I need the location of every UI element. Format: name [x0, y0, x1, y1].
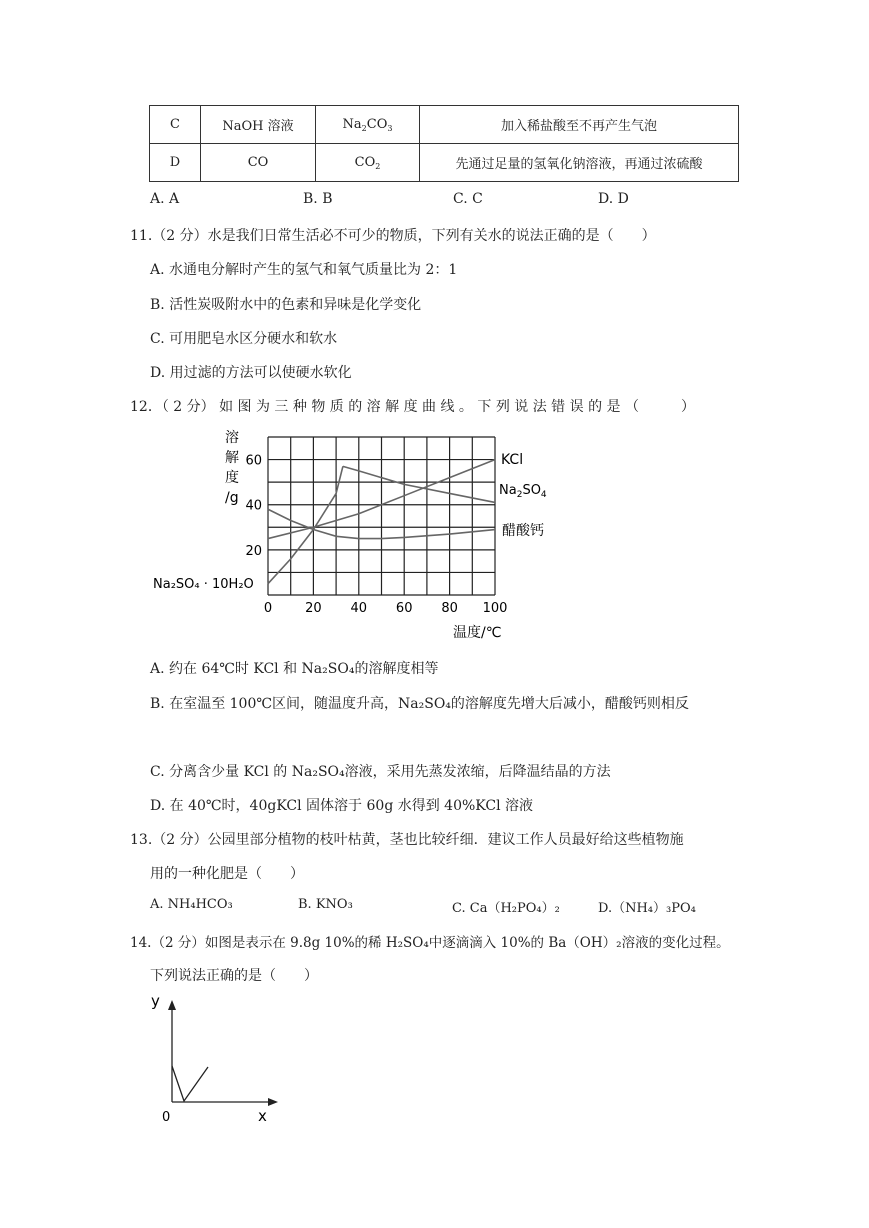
- x-axis-label: 温度/℃: [453, 625, 502, 641]
- y-tick-label: 60: [245, 453, 262, 469]
- q12-option-c[interactable]: C. 分离含少量 KCl 的 Na₂SO₄溶液，采用先蒸发浓缩，后降温结晶的方法: [150, 764, 611, 780]
- q11-stem: 11.（2 分）水是我们日常生活必不可少的物质，下列有关水的说法正确的是（ ）: [130, 228, 656, 244]
- ylabel-char-2: 解: [225, 450, 239, 466]
- q13-stem-continued: 用的一种化肥是（ ）: [150, 866, 304, 882]
- choice-d[interactable]: D. D: [598, 191, 629, 207]
- q11-option-d[interactable]: D. 用过滤的方法可以使硬水软化: [150, 365, 352, 381]
- q13-option-a[interactable]: A. NH₄HCO₃: [150, 897, 233, 912]
- ylabel-char-4: /g: [225, 490, 239, 506]
- q12-option-b[interactable]: B. 在室温至 100℃区间，随温度升高，Na₂SO₄的溶解度先增大后减小，醋酸钙则相反: [150, 696, 689, 712]
- calcium-acetate-label: 醋酸钙: [502, 523, 544, 539]
- table-row: [150, 106, 739, 144]
- y-axis-label: [225, 429, 239, 506]
- hydrate-label: Na₂SO₄ · 10H₂O: [153, 577, 254, 592]
- q12-option-d[interactable]: D. 在 40℃时，40gKCl 固体溶于 60g 水得到 40%KCl 溶液: [150, 798, 534, 814]
- q14-x-label: x: [258, 1107, 267, 1125]
- options-table: [149, 105, 739, 182]
- substance-cell: CO: [201, 144, 316, 182]
- row-label: D: [150, 144, 201, 182]
- x-tick-label: 60: [395, 601, 413, 616]
- q14-stem-continued: 下列说法正确的是（ ）: [150, 968, 318, 984]
- method-cell: 加入稀盐酸至不再产生气泡: [420, 106, 739, 144]
- series-line-3: [268, 466, 343, 583]
- q14-y-label: y: [151, 992, 160, 1010]
- x-tick-label: 0: [263, 601, 273, 616]
- solubility-chart: [145, 425, 565, 645]
- table-row: [150, 144, 739, 182]
- x-tick-label: 20: [305, 601, 322, 616]
- q13-option-c[interactable]: C. Ca（H₂PO₄）₂: [452, 901, 560, 916]
- row-label: C: [150, 106, 201, 144]
- y-tick-label: 20: [245, 543, 262, 559]
- method-cell: 先通过足量的氢氧化钠溶液，再通过浓硫酸: [420, 144, 739, 182]
- choice-c[interactable]: C. C: [453, 191, 483, 207]
- na2so4-label: $Na_2SO_4$: [499, 483, 547, 500]
- q14-graph: [145, 990, 285, 1130]
- substance-cell: NaOH 溶液: [201, 106, 316, 144]
- choice-a[interactable]: A. A: [150, 191, 180, 207]
- q14-origin-label: 0: [162, 1110, 171, 1125]
- q12-option-a[interactable]: A. 约在 64℃时 KCl 和 Na₂SO₄的溶解度相等: [150, 661, 439, 677]
- q14-y-arrow: [168, 1000, 176, 1010]
- q11-option-a[interactable]: A. 水通电分解时产生的氢气和氧气质量比为 2：1: [150, 262, 458, 278]
- q11-option-b[interactable]: B. 活性炭吸附水中的色素和异味是化学变化: [150, 297, 422, 313]
- ylabel-char-3: 度: [225, 470, 239, 486]
- q13-option-b[interactable]: B. KNO₃: [298, 897, 353, 912]
- q14-stem: 14.（2 分）如图是表示在 9.8g 10%的稀 H₂SO₄中逐滴滴入 10%的 Ba（OH）₂溶液的变化过程。: [130, 935, 730, 951]
- kcl-label: KCl: [501, 452, 524, 468]
- choice-b[interactable]: B. B: [303, 191, 333, 207]
- impurity-cell: $CO_2$: [316, 144, 420, 182]
- x-tick-label: 100: [482, 601, 508, 616]
- chart-grid: [268, 437, 495, 595]
- impurity-cell: $Na_2CO_3$: [316, 106, 420, 144]
- q13-stem: 13.（2 分）公园里部分植物的枝叶枯黄，茎也比较纤细．建议工作人员最好给这些植物施: [130, 832, 684, 848]
- q14-curve: [172, 1066, 208, 1101]
- x-tick-label: 40: [350, 601, 368, 616]
- q13-option-d[interactable]: D.（NH₄）₃PO₄: [598, 901, 696, 916]
- ylabel-char-1: 溶: [225, 430, 239, 446]
- q12-stem: 12．（ 2 分） 如 图 为 三 种 物 质 的 溶 解 度 曲 线 。 下 列 说 法 错 误 的 是 （ ）: [130, 399, 695, 415]
- y-tick-label: 40: [245, 498, 262, 514]
- q11-option-c[interactable]: C. 可用肥皂水区分硬水和软水: [150, 331, 338, 347]
- q14-x-arrow: [268, 1098, 278, 1106]
- x-tick-label: 80: [441, 601, 458, 616]
